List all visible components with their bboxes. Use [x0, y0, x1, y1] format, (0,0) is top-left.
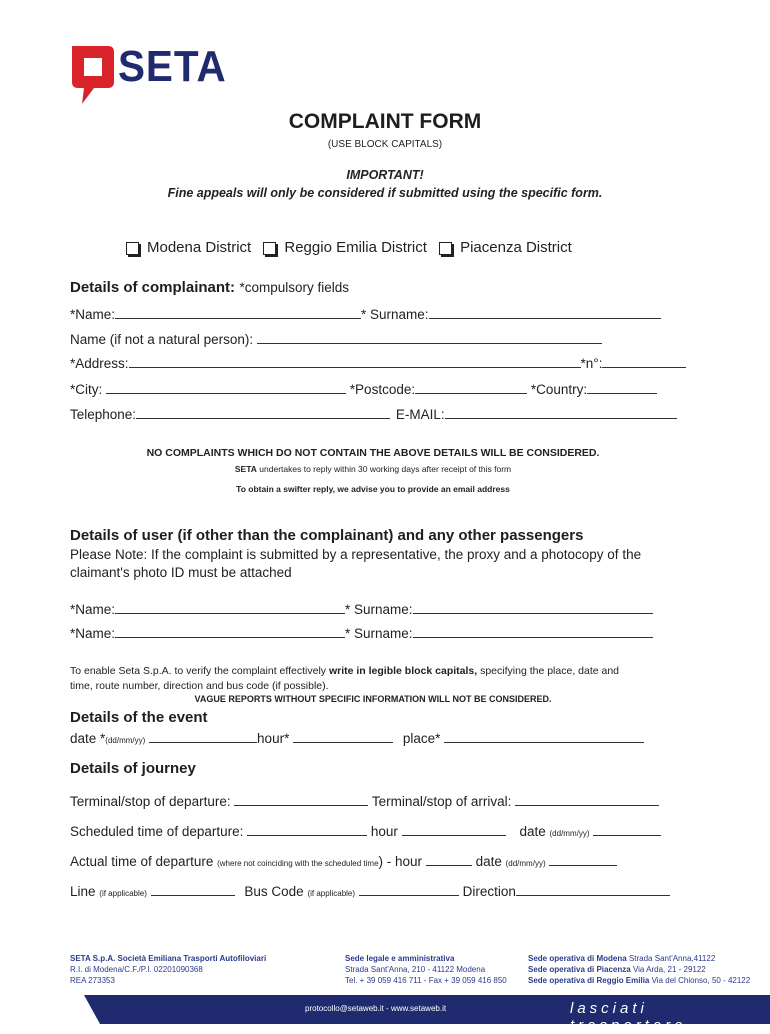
scheduled-date-field[interactable] — [593, 823, 661, 836]
seta-logo — [68, 42, 228, 108]
telephone-field[interactable] — [136, 406, 390, 419]
verify-line1: To enable Seta S.p.A. to verify the complaint effectively write in legible block capitals, specifying the place, date and — [70, 665, 620, 677]
notice-required: NO COMPLAINTS WHICH DO NOT CONTAIN THE ABOVE DETAILS WILL BE CONSIDERED. — [146, 447, 600, 459]
user-surname-field[interactable] — [413, 601, 653, 614]
checkbox-icon[interactable] — [126, 242, 139, 255]
city-field[interactable] — [106, 381, 346, 394]
city-row: *City: *Postcode: *Country: — [70, 381, 657, 397]
user-name-field[interactable] — [115, 601, 345, 614]
event-heading: Details of the event — [70, 709, 208, 726]
verify-line3: VAGUE REPORTS WITHOUT SPECIFIC INFORMATION WILL NOT BE CONSIDERED. — [194, 694, 552, 704]
postcode-field[interactable] — [415, 381, 527, 394]
user-note-line2: claimant's photo ID must be attached — [70, 565, 292, 580]
event-date-field[interactable] — [149, 730, 257, 743]
district-option-reggio-emilia[interactable]: Reggio Emilia District — [263, 239, 427, 256]
page-title: COMPLAINT FORM — [288, 110, 482, 133]
checkbox-icon[interactable] — [439, 242, 452, 255]
user-note-line1: Please Note: If the complaint is submitted by a representative, the proxy and a photocopy of the — [70, 547, 642, 562]
footer-operating-offices: Sede operativa di Modena Strada Sant'Anna,41122 Sede operativa di Piacenza Via Arda, 21 - 29122 Sede operativa di Reggio Emilia Via del Chionso, 50 - 42122 — [528, 954, 751, 985]
journey-scheduled-row: Scheduled time of departure: hour date (dd/mm/yy) — [70, 823, 661, 839]
important-note: Fine appeals will only be considered if submitted using the specific form. — [167, 186, 603, 200]
name-field[interactable] — [115, 306, 361, 319]
actual-hour-field[interactable] — [426, 853, 472, 866]
checkbox-icon[interactable] — [263, 242, 276, 255]
user-row-1: *Name: * Surname: — [70, 601, 653, 617]
footer-contacts: protocollo@setaweb.it - www.setaweb.it — [305, 1004, 447, 1013]
event-row: date *(dd/mm/yy) hour* place* — [70, 730, 644, 746]
event-hour-field[interactable] — [293, 730, 393, 743]
departure-stop-field[interactable] — [234, 793, 368, 806]
journey-actual-row: Actual time of departure (where not coinciding with the scheduled time) - hour date (dd/mm/yy) — [70, 853, 617, 869]
notice-reply: SETA undertakes to reply within 30 working days after receipt of this form — [234, 464, 512, 474]
important-label: IMPORTANT! — [346, 168, 424, 182]
natural-person-field[interactable] — [257, 331, 602, 344]
notice-email: To obtain a swifter reply, we advise you to provide an email address — [236, 484, 510, 494]
house-number-field[interactable] — [602, 355, 686, 368]
complainant-name-row: *Name: * Surname: — [70, 306, 661, 322]
complainant-heading: Details of complainant: *compulsory fields — [70, 279, 350, 296]
user-surname-field[interactable] — [413, 625, 653, 638]
country-field[interactable] — [587, 381, 657, 394]
subtitle: (USE BLOCK CAPITALS) — [327, 139, 443, 150]
district-option-piacenza[interactable]: Piacenza District — [439, 239, 572, 256]
event-place-field[interactable] — [444, 730, 644, 743]
journey-heading: Details of journey — [70, 760, 196, 777]
journey-stops-row: Terminal/stop of departure: Terminal/stop of arrival: — [70, 793, 659, 809]
district-option-modena[interactable]: Modena District — [126, 239, 251, 256]
natural-person-row: Name (if not a natural person): — [70, 331, 602, 347]
user-row-2: *Name: * Surname: — [70, 625, 653, 641]
footer-company-info: SETA S.p.A. Società Emiliana Trasporti Autofiloviari R.I. di Modena/C.F./P.I. 02201090368 REA 273353 — [70, 954, 267, 985]
journey-line-row: Line (if applicable) Bus Code (if applicable) Direction — [70, 883, 670, 899]
scheduled-time-field[interactable] — [247, 823, 367, 836]
telephone-row: Telephone: E-MAIL: — [70, 406, 677, 422]
verify-line2: time, route number, direction and bus code (if possible). — [70, 680, 329, 692]
actual-date-field[interactable] — [549, 853, 617, 866]
footer-bar — [0, 995, 770, 1034]
footer-legal-office: Sede legale e amministrativa Strada Sant'Anna, 210 - 41122 Modena Tel. + 39 059 416 711 - Fax + 39 059 416 850 — [345, 954, 507, 985]
district-row — [126, 239, 572, 256]
address-field[interactable] — [129, 355, 581, 368]
bus-code-field[interactable] — [359, 883, 459, 896]
seta-logo-text: SETA — [118, 42, 227, 91]
line-number-field[interactable] — [151, 883, 235, 896]
surname-field[interactable] — [429, 306, 661, 319]
user-name-field[interactable] — [115, 625, 345, 638]
user-heading: Details of user (if other than the complainant) and any other passengers — [70, 527, 584, 544]
arrival-stop-field[interactable] — [515, 793, 659, 806]
direction-field[interactable] — [516, 883, 670, 896]
address-row: *Address: *n°: — [70, 355, 686, 371]
email-field[interactable] — [445, 406, 677, 419]
footer-stripe — [0, 995, 120, 1024]
footer-slogan: lasciati trasportare — [570, 1000, 687, 1034]
scheduled-hour-field[interactable] — [402, 823, 506, 836]
